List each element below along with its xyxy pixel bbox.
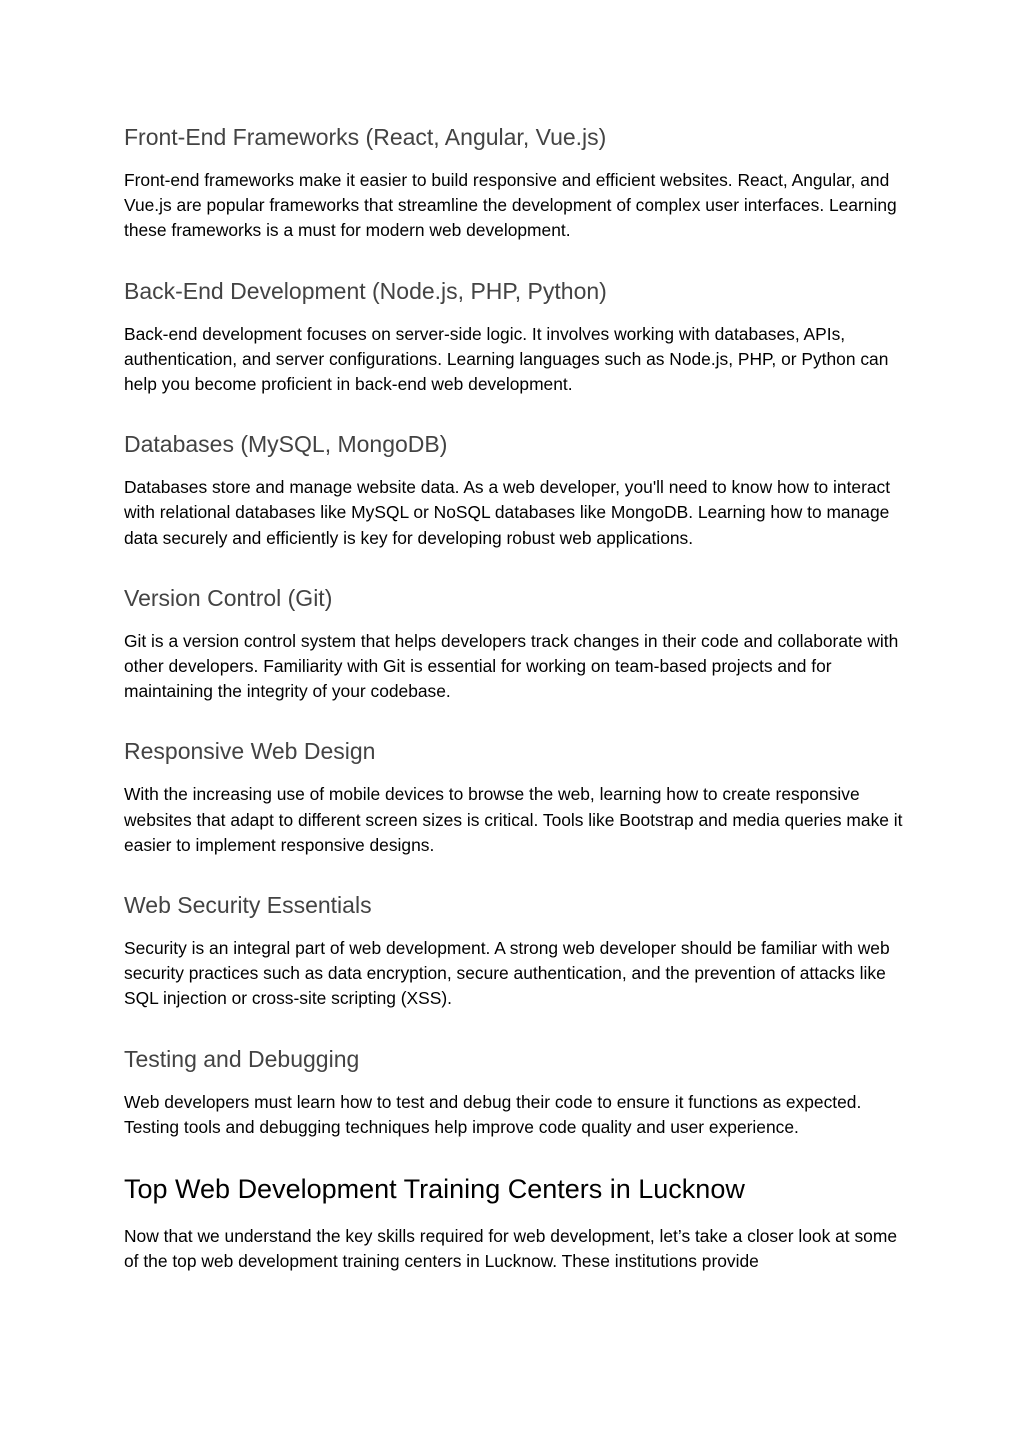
section-databases bbox=[124, 427, 904, 551]
section-paragraph: Web developers must learn how to test and debug their code to ensure it functions as expected. Testing tools and debugging techniques help improve code quality and user experience. bbox=[124, 1091, 862, 1137]
section-front-end-frameworks bbox=[124, 120, 904, 244]
section-heading: Front-End Frameworks (React, Angular, Vue.js) bbox=[124, 124, 607, 150]
section-heading: Version Control (Git) bbox=[124, 584, 333, 611]
section-training-centers bbox=[124, 1170, 904, 1274]
section-version-control bbox=[124, 581, 904, 705]
document-page bbox=[124, 120, 904, 1274]
section-paragraph: Git is a version control system that helps developers track changes in their code and collaborate with other developers. Familiarity with Git is essential for working on team-based projects and for maintaining the integrity of your codebase. bbox=[124, 630, 899, 702]
section-heading: Responsive Web Design bbox=[124, 738, 376, 765]
section-testing-debugging bbox=[124, 1042, 904, 1140]
section-heading: Back-End Development (Node.js, PHP, Python) bbox=[124, 277, 607, 304]
section-back-end-development bbox=[124, 274, 904, 398]
section-paragraph: Databases store and manage website data. As a web developer, you'll need to know how to interact with relational databases like MySQL or NoSQL databases like MongoDB. Learning how to manage data securely and efficiently is key for developing robust web applications. bbox=[124, 477, 891, 548]
main-paragraph: Now that we understand the key skills required for web development, let’s take a closer look at some of the top web development training centers in Lucknow. These institutions provide bbox=[124, 1226, 897, 1272]
main-heading: Top Web Development Training Centers in Lucknow bbox=[124, 1174, 745, 1205]
section-heading: Databases (MySQL, MongoDB) bbox=[124, 431, 448, 458]
section-paragraph: Back-end development focuses on server-side logic. It involves working with databases, APIs, authentication, and server configurations. Learning languages such as Node.js, PHP, or Python can help you become proficient in back-end web development. bbox=[124, 323, 889, 395]
section-heading: Testing and Debugging bbox=[124, 1045, 360, 1072]
section-paragraph: Security is an integral part of web development. A strong web developer should be familiar with web security practices such as data encryption, secure authentication, and the prevention of attacks like SQL injection or cross-site scripting (XSS). bbox=[124, 938, 890, 1009]
section-heading: Web Security Essentials bbox=[124, 892, 372, 919]
section-paragraph: With the increasing use of mobile devices to browse the web, learning how to create responsive websites that adapt to different screen sizes is critical. Tools like Bootstrap and media queries make it easier to implement responsive designs. bbox=[124, 784, 903, 855]
section-responsive-web-design bbox=[124, 734, 904, 858]
section-paragraph: Front-end frameworks make it easier to build responsive and efficient websites. React, Angular, and Vue.js are popular frameworks that streamline the development of complex user interfaces. Learning these frameworks is a must for modern web development. bbox=[124, 170, 897, 241]
section-web-security bbox=[124, 888, 904, 1012]
